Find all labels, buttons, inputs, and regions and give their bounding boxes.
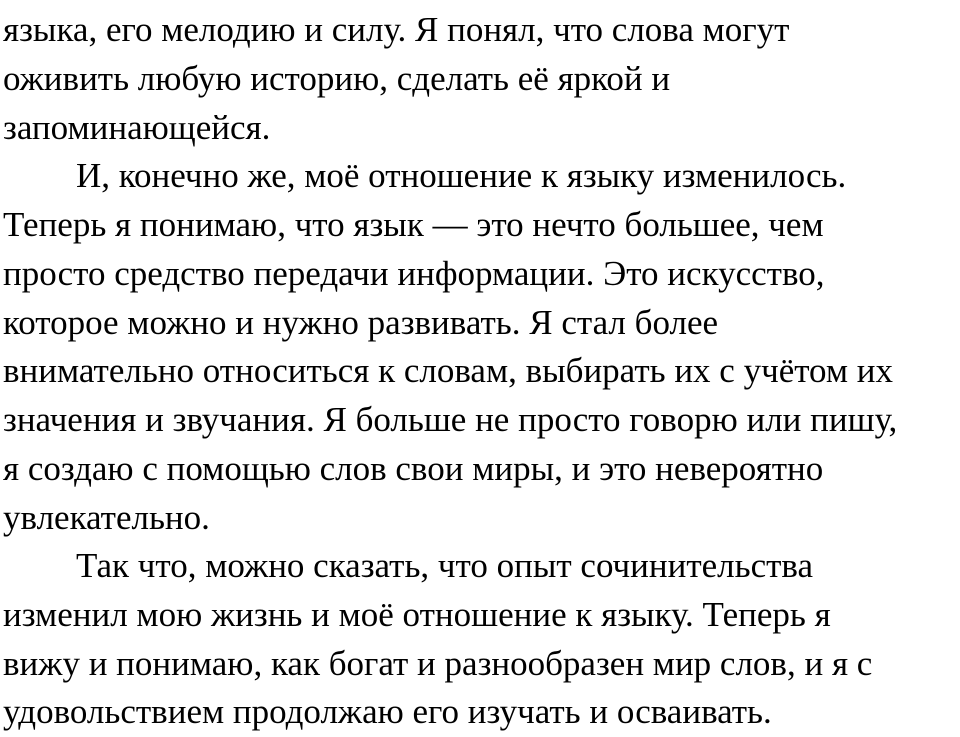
text-line: значения и звучания. Я больше не просто говорю или пишу, — [3, 400, 898, 439]
paragraph-first-line: И, конечно же, моё отношение к языку изменилось. — [76, 156, 847, 195]
text-line: внимательно относиться к словам, выбирать их с учётом их — [3, 351, 894, 390]
text-line: языка, его мелодию и силу. Я понял, что слова могут — [3, 10, 790, 49]
text-line: увлекательно. — [3, 498, 210, 537]
text-line: запоминающейся. — [3, 108, 271, 147]
text-line: которое можно и нужно развивать. Я стал более — [3, 303, 719, 342]
text-line: Теперь я понимаю, что язык — это нечто большее, чем — [3, 205, 824, 244]
text-line: оживить любую историю, сделать её яркой и — [3, 59, 671, 98]
text-line: вижу и понимаю, как богат и разнообразен мир слов, и я с — [3, 644, 873, 683]
text-line: удовольствием продолжаю его изучать и осваивать. — [3, 692, 772, 731]
paragraph-first-line: Так что, можно сказать, что опыт сочинительства — [76, 546, 814, 585]
text-line: изменил мою жизнь и моё отношение к языку. Теперь я — [3, 595, 831, 634]
text-line: я создаю с помощью слов свои миры, и это невероятно — [3, 449, 824, 488]
text-line: просто средство передачи информации. Это искусство, — [3, 254, 825, 293]
